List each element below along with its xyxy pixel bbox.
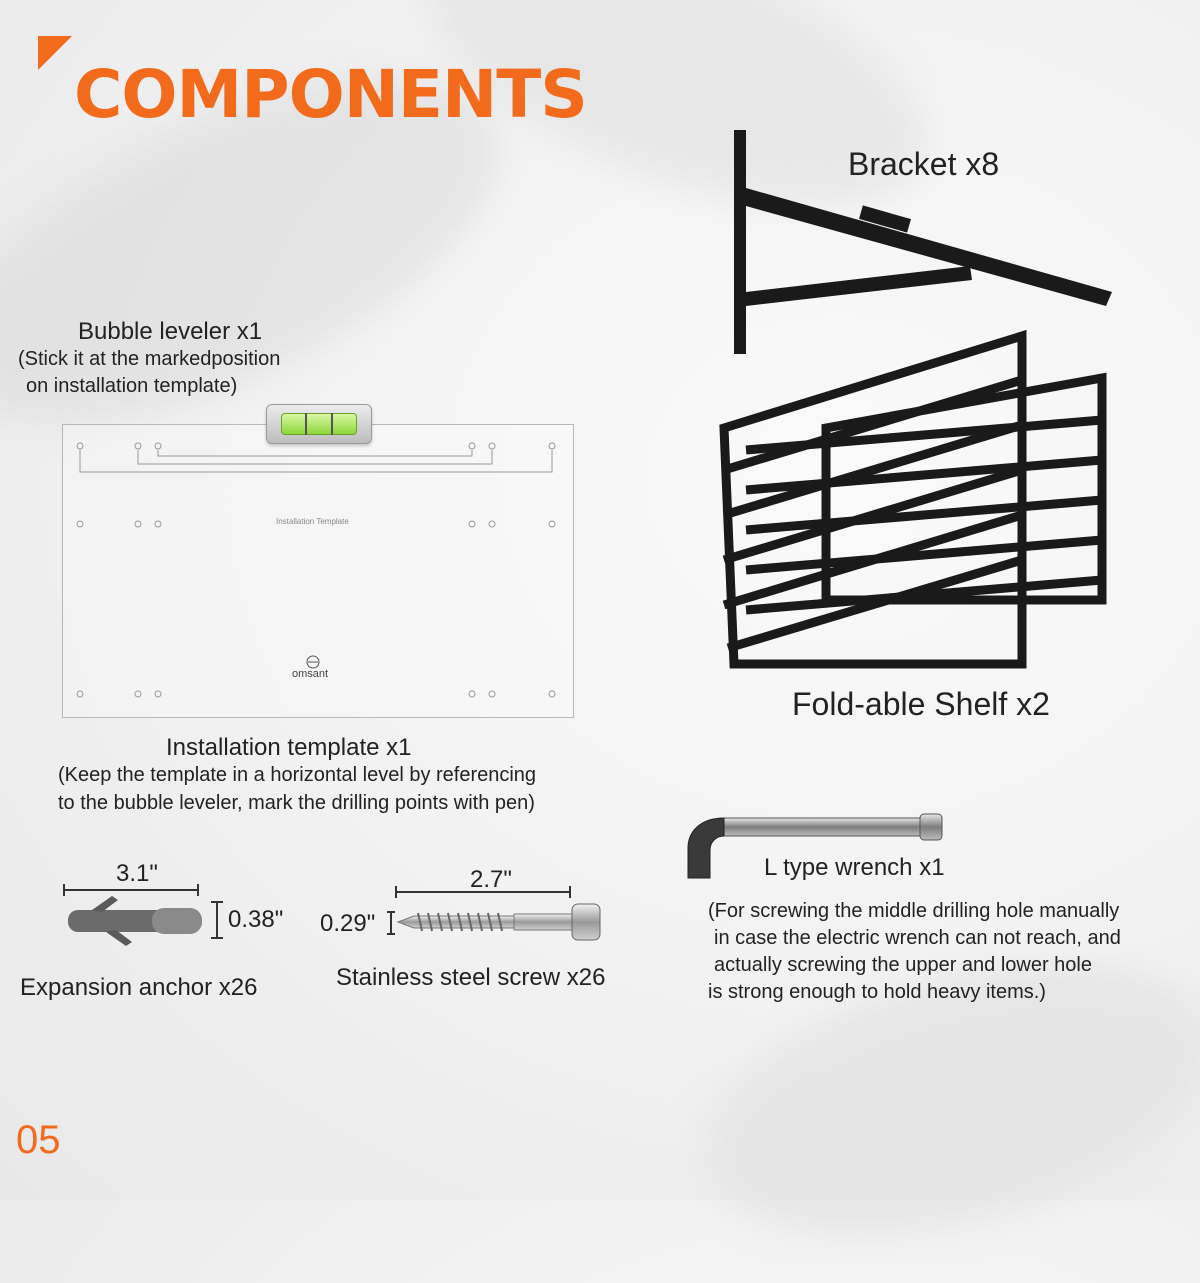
leveler-label: Bubble leveler x1 xyxy=(78,318,263,345)
screw-label: Stainless steel screw x26 xyxy=(336,964,606,991)
wrench-note-line-1: (For screwing the middle drilling hole manually xyxy=(708,900,1120,922)
title-corner-mark xyxy=(38,36,72,70)
bubble-level-image xyxy=(266,404,372,444)
wrench-label: L type wrench x1 xyxy=(764,854,945,881)
template-brand-logo: omsant xyxy=(292,668,329,680)
leveler-note-line-2: on installation template) xyxy=(26,375,238,397)
template-label: Installation template x1 xyxy=(166,734,412,761)
anchor-diameter: 0.38" xyxy=(228,906,284,933)
anchor-length: 3.1" xyxy=(116,860,158,887)
wrench-note-line-4: is strong enough to hold heavy items.) xyxy=(708,981,1046,1003)
shelf-image xyxy=(716,330,1116,680)
bracket-label: Bracket x8 xyxy=(848,146,1000,182)
screw-length: 2.7" xyxy=(470,866,512,893)
wrench-note-line-3: actually screwing the upper and lower hole xyxy=(714,954,1092,976)
template-note-line-2: to the bubble leveler, mark the drilling points with pen) xyxy=(58,792,535,814)
page-title: COMPONENTS xyxy=(74,56,587,133)
shelf-label: Fold-able Shelf x2 xyxy=(792,686,1050,722)
page-number: 05 xyxy=(16,1118,61,1162)
anchor-diameter-line xyxy=(210,900,224,940)
screw-diameter: 0.29" xyxy=(320,910,376,937)
template-inner-title: Installation Template xyxy=(276,517,349,526)
template-note-line-1: (Keep the template in a horizontal level by referencing xyxy=(58,764,537,786)
stainless-screw-image xyxy=(394,898,604,946)
leveler-note-line-1: (Stick it at the markedposition xyxy=(18,348,281,370)
wrench-note-line-2: in case the electric wrench can not reach, and xyxy=(714,927,1121,949)
anchor-label: Expansion anchor x26 xyxy=(20,974,258,1001)
expansion-anchor-image xyxy=(62,896,212,946)
